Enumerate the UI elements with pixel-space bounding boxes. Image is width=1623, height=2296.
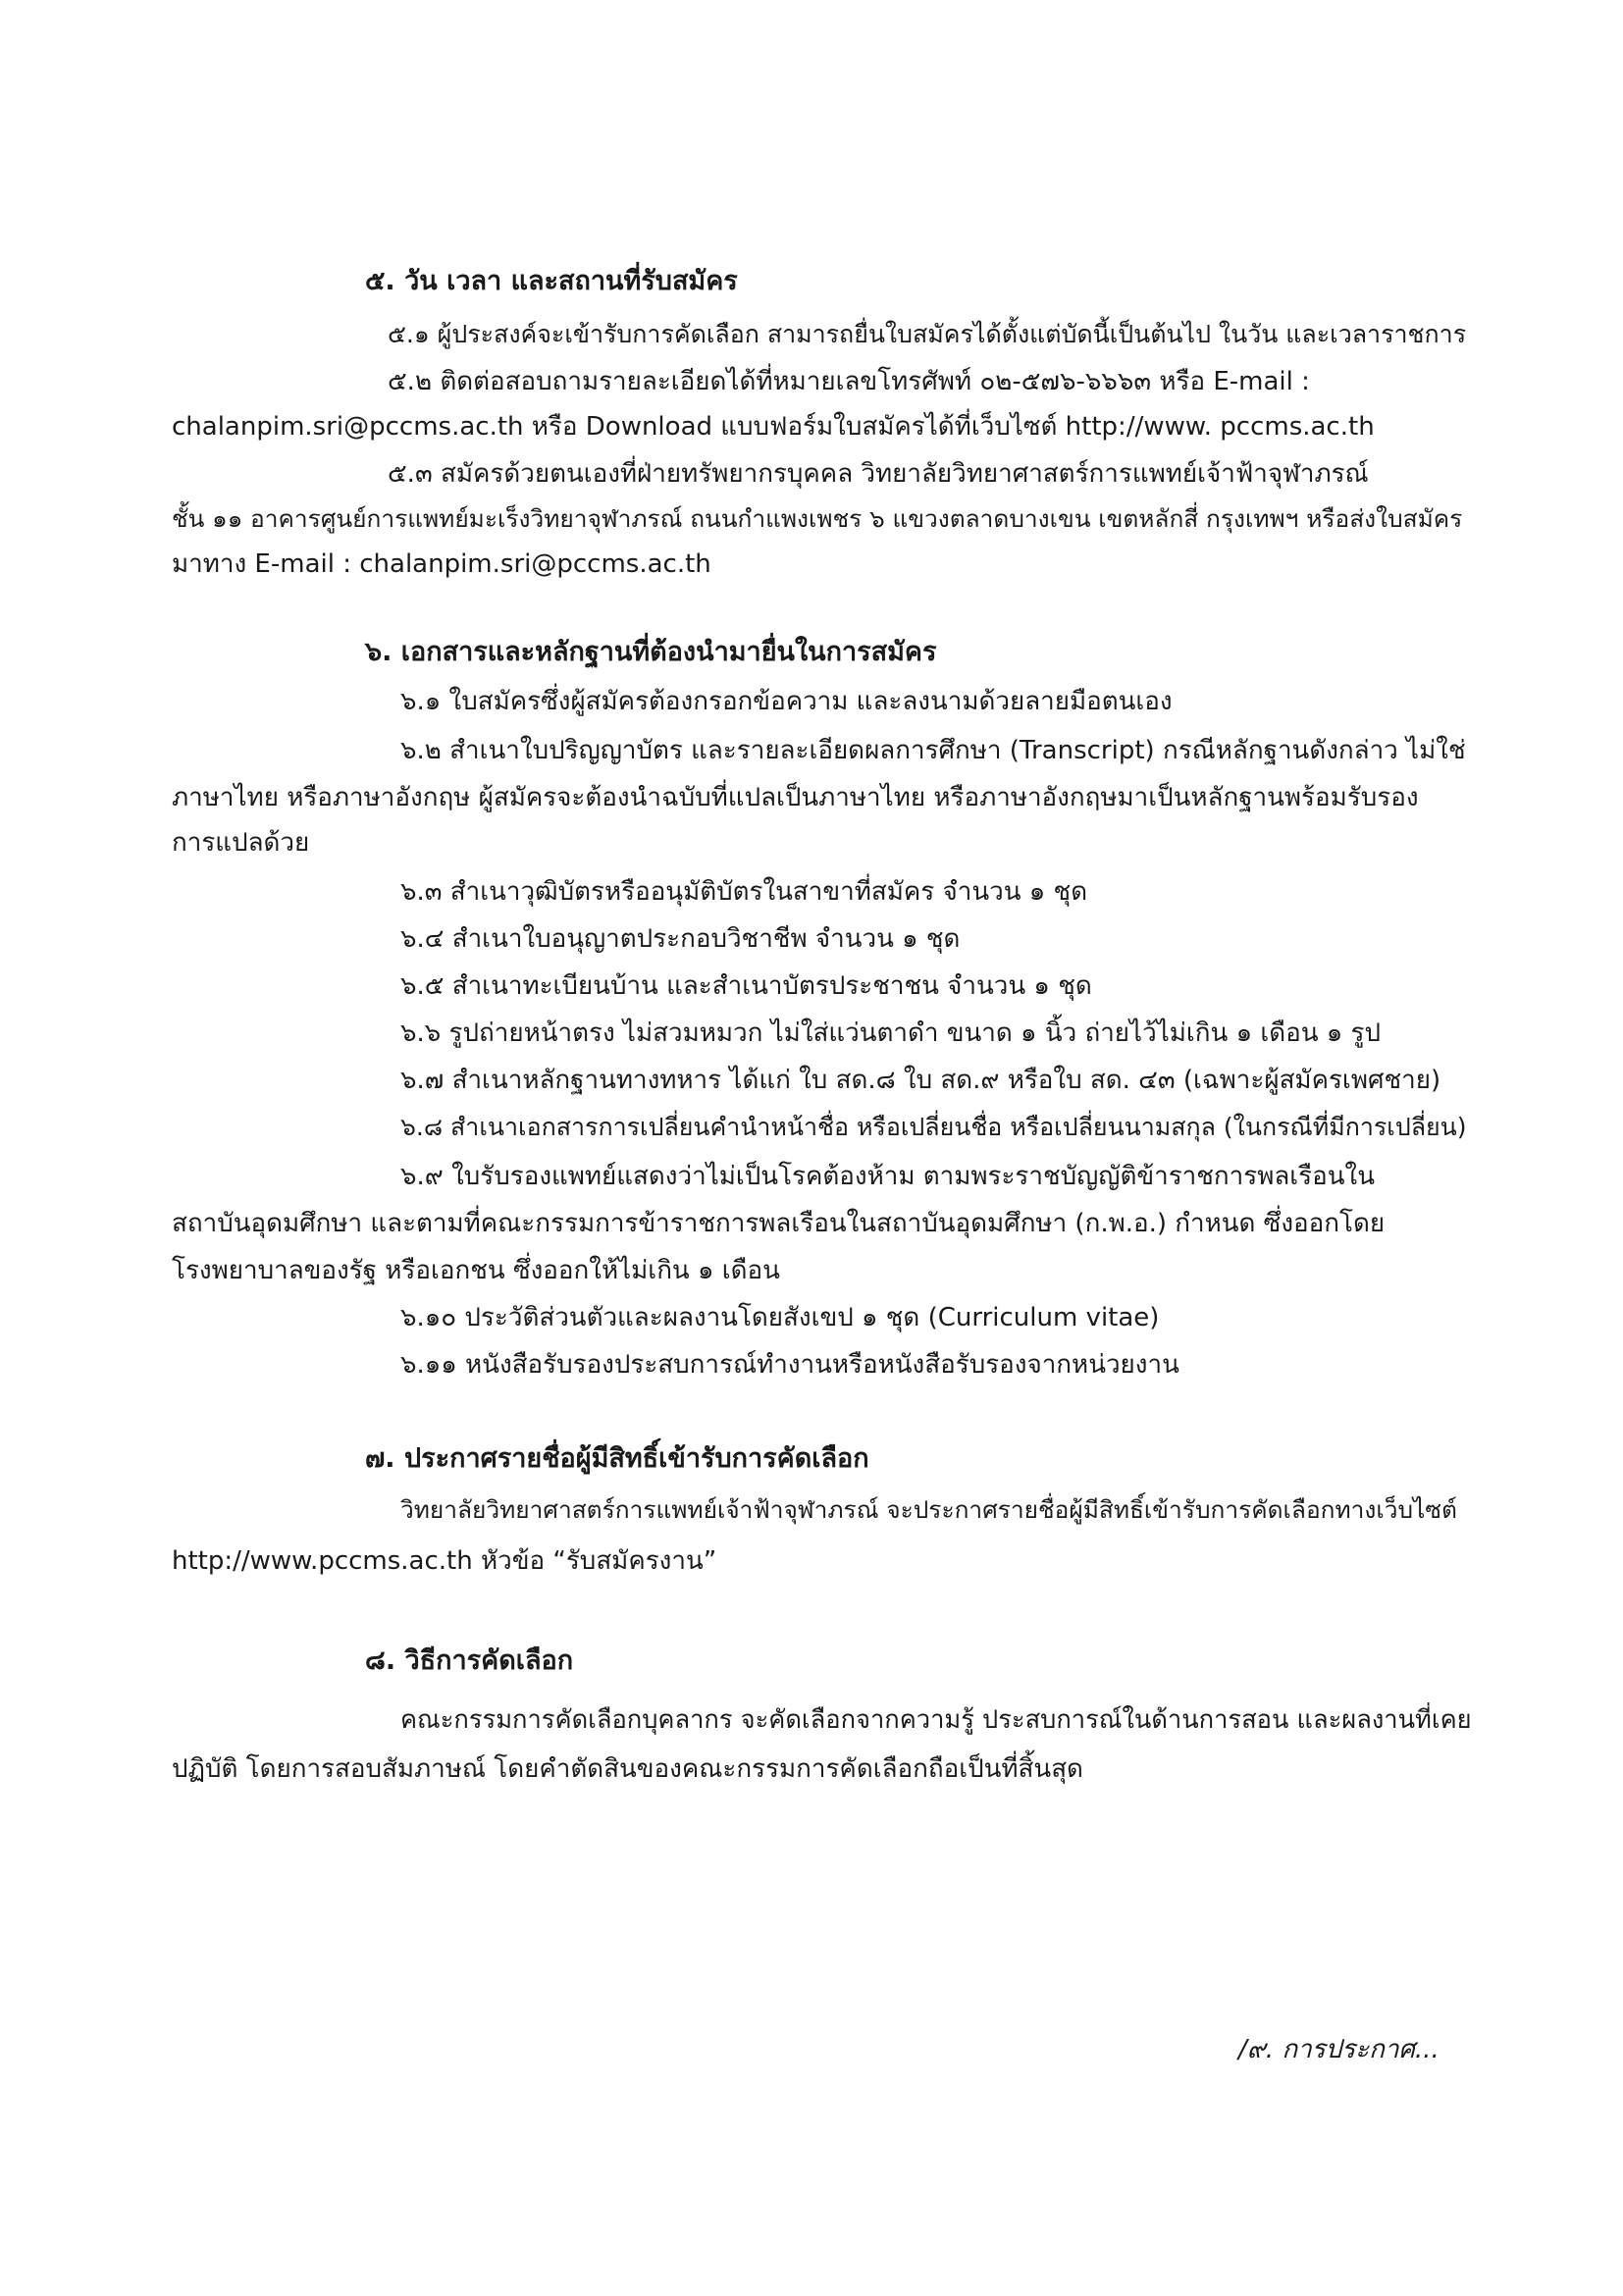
section-6-item-1: ๖.๑ ใบสมัครซึ่งผู้สมัครต้องกรอกข้อความ และลงนามด้วยลายมือตนเอง xyxy=(400,687,1173,716)
section-7-line-2: http://www.pccms.ac.th หัวข้อ “รับสมัครงาน” xyxy=(172,1546,717,1576)
section-6-item-2-line-3: การแปลด้วย xyxy=(172,828,310,858)
section-5-heading: ๕. วัน เวลา และสถานที่รับสมัคร xyxy=(365,266,738,296)
section-5-item-2-line-2: chalanpim.sri@pccms.ac.th หรือ Download แบบฟอร์มใบสมัครได้ที่เว็บไซต์ http://www. pccms.ac.th xyxy=(172,412,1375,442)
section-6-item-5: ๖.๕ สำเนาทะเบียนบ้าน และสำเนาบัตรประชาชน จำนวน ๑ ชุด xyxy=(400,971,1092,1001)
section-8-line-2: ปฏิบัติ โดยการสอบสัมภาษณ์ โดยคำตัดสินของคณะกรรมการคัดเลือกถือเป็นที่สิ้นสุด xyxy=(172,1754,1083,1784)
section-6-heading: ๖. เอกสารและหลักฐานที่ต้องนำมายื่นในการสมัคร xyxy=(365,637,937,667)
section-5-item-2-line-1: ๕.๒ ติดต่อสอบถามรายละเอียดได้ที่หมายเลขโทรศัพท์ ๐๒-๕๗๖-๖๖๖๓ หรือ E-mail : xyxy=(388,367,1310,396)
section-6-item-4: ๖.๔ สำเนาใบอนุญาตประกอบวิชาชีพ จำนวน ๑ ชุด xyxy=(400,924,961,954)
section-8-line-1: คณะกรรมการคัดเลือกบุคลากร จะคัดเลือกจากความรู้ ประสบการณ์ในด้านการสอน และผลงานที่เคย xyxy=(400,1705,1472,1735)
section-5-item-1: ๕.๑ ผู้ประสงค์จะเข้ารับการคัดเลือก สามารถยื่นใบสมัครได้ตั้งแต่บัดนี้เป็นต้นไป ในวัน และเวลาราชการ xyxy=(388,320,1467,348)
page-continuation-note: /๙. การประกาศ... xyxy=(1238,2035,1440,2064)
section-8-heading: ๘. วิธีการคัดเลือก xyxy=(365,1645,574,1676)
section-6-item-9-line-3: โรงพยาบาลของรัฐ หรือเอกชน ซึ่งออกให้ไม่เกิน ๑ เดือน xyxy=(172,1256,780,1285)
section-6-item-8: ๖.๘ สำเนาเอกสารการเปลี่ยนคำนำหน้าชื่อ หรือเปลี่ยนชื่อ หรือเปลี่ยนนามสกุล (ในกรณีที่มีการเปลี่ยน) xyxy=(400,1113,1467,1141)
section-6-item-2-line-1: ๖.๒ สำเนาใบปริญญาบัตร และรายละเอียดผลการศึกษา (Transcript) กรณีหลักฐานดังกล่าว ไม่ใช่ xyxy=(400,736,1466,765)
section-7-heading: ๗. ประกาศรายชื่อผู้มีสิทธิ์เข้ารับการคัดเลือก xyxy=(365,1443,869,1474)
section-6-item-6: ๖.๖ รูปถ่ายหน้าตรง ไม่สวมหมวก ไม่ใส่แว่นตาดำ ขนาด ๑ นิ้ว ถ่ายไว้ไม่เกิน ๑ เดือน ๑ รูป xyxy=(400,1018,1382,1048)
section-6-item-9-line-2: สถาบันอุดมศึกษา และตามที่คณะกรรมการข้าราชการพลเรือนในสถาบันอุดมศึกษา (ก.พ.อ.) กำหนด ซึ่งออกโดย xyxy=(172,1209,1386,1238)
section-5-item-3-line-3: มาทาง E-mail : chalanpim.sri@pccms.ac.th xyxy=(172,549,711,579)
section-6-item-3: ๖.๓ สำเนาวุฒิบัตรหรืออนุมัติบัตรในสาขาที่สมัคร จำนวน ๑ ชุด xyxy=(400,877,1088,907)
section-5-item-3-line-2: ชั้น ๑๑ อาคารศูนย์การแพทย์มะเร็งวิทยาจุฬาภรณ์ ถนนกำแพงเพชร ๖ แขวงตลาดบางเขน เขตหลักสี่ กรุงเทพฯ หรือส่งใบสมัคร xyxy=(172,504,1463,533)
section-5-item-3-line-1: ๕.๓ สมัครด้วยตนเองที่ฝ่ายทรัพยากรบุคคล วิทยาลัยวิทยาศาสตร์การแพทย์เจ้าฟ้าจุฬาภรณ์ xyxy=(388,459,1369,489)
section-6-item-11: ๖.๑๑ หนังสือรับรองประสบการณ์ทำงานหรือหนังสือรับรองจากหน่วยงาน xyxy=(400,1350,1179,1380)
section-6-item-9-line-1: ๖.๙ ใบรับรองแพทย์แสดงว่าไม่เป็นโรคต้องห้าม ตามพระราชบัญญัติข้าราชการพลเรือนใน xyxy=(400,1162,1376,1191)
section-6-item-2-line-2: ภาษาไทย หรือภาษาอังกฤษ ผู้สมัครจะต้องนำฉบับที่แปลเป็นภาษาไทย หรือภาษาอังกฤษมาเป็นหลักฐานพร้อมรับรอง xyxy=(172,783,1419,812)
section-6-item-10: ๖.๑๐ ประวัติส่วนตัวและผลงานโดยสังเขป ๑ ชุด (Curriculum vitae) xyxy=(400,1303,1160,1332)
section-6-item-7: ๖.๗ สำเนาหลักฐานทางทหาร ได้แก่ ใบ สด.๘ ใบ สด.๙ หรือใบ สด. ๔๓ (เฉพาะผู้สมัครเพศชาย) xyxy=(400,1066,1441,1095)
section-7-line-1: วิทยาลัยวิทยาศาสตร์การแพทย์เจ้าฟ้าจุฬาภรณ์ จะประกาศรายชื่อผู้มีสิทธิ์เข้ารับการคัดเลือกทางเว็บไซต์ xyxy=(400,1495,1457,1524)
